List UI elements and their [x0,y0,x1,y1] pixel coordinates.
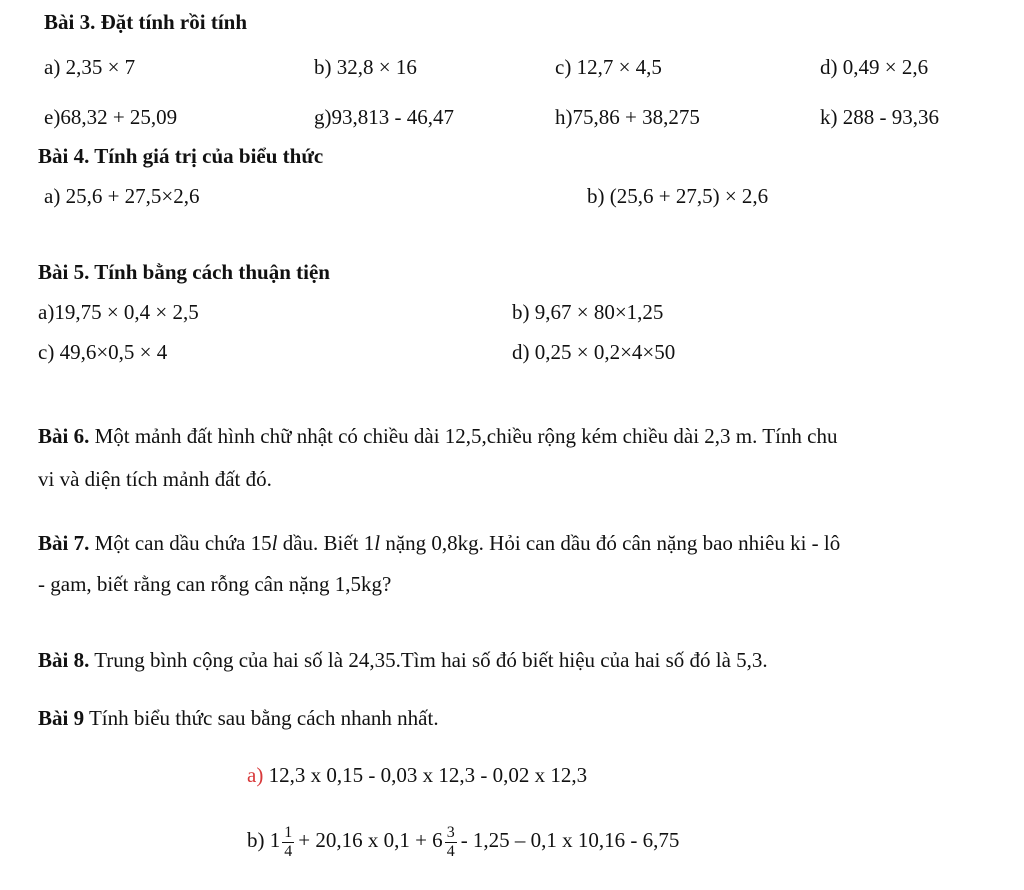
bai6-text1: Một mảnh đất hình chữ nhật có chiều dài 12,5,chiều rộng kém chiều dài 2,3 m. Tính chu [89,424,838,448]
bai9-item-a-label: a) [247,763,264,787]
bai9-item-b-end: - 1,25 – 0,1 x 10,16 - 6,75 [460,827,680,852]
bai3-item-d: d) 0,49 × 2,6 [820,55,929,79]
bai3-item-g: g)93,813 - 46,47 [314,105,454,129]
bai3-item-c: c) 12,7 × 4,5 [555,55,662,79]
bai7-text1b: dầu. Biết 1 [277,531,375,555]
bai9-fraction-2-denominator: 4 [446,842,455,860]
bai8-line [38,648,768,673]
bai3-item-e: e)68,32 + 25,09 [44,105,178,129]
bai4-item-b: b) (25,6 + 27,5) × 2,6 [587,184,769,208]
bai8-label: Bài 8. [38,648,90,672]
bai5-item-a: a)19,75 × 0,4 × 2,5 [38,300,199,324]
bai3-item-k: k) 288 - 93,36 [820,105,939,129]
bai9-item-b [247,824,679,860]
bai5-item-c: c) 49,6×0,5 × 4 [38,340,168,364]
bai9-fraction-1-numerator: 1 [284,824,293,841]
bai9-item-b-label: b) 1 [247,827,281,852]
bai4-title: Bài 4. Tính giá trị của biểu thức [38,144,324,168]
bai5-title: Bài 5. Tính bằng cách thuận tiện [38,260,330,284]
bai3-item-h: h)75,86 + 38,275 [555,105,700,129]
bai7-unit-liter-2: l [374,531,381,555]
bai9-item-b-mid: + 20,16 x 0,1 + 6 [298,827,443,852]
bai9-fraction-1-denominator: 4 [284,842,293,860]
bai6-line1 [38,424,838,449]
bai9-text: Tính biểu thức sau bằng cách nhanh nhất. [84,706,439,730]
bai4-item-a: a) 25,6 + 27,5×2,6 [44,184,200,208]
bai9-fraction-1 [282,824,294,860]
bai3-item-b: b) 32,8 × 16 [314,55,417,79]
bai7-line1 [38,531,840,556]
bai3-item-a: a) 2,35 × 7 [44,55,136,79]
bai9-label: Bài 9 [38,706,85,730]
bai9-item-a-expr: 12,3 x 0,15 - 0,03 x 12,3 - 0,02 x 12,3 [263,763,588,787]
bai7-line2: - gam, biết rằng can rỗng cân nặng 1,5kg? [38,572,392,596]
bai9-fraction-2 [445,824,457,860]
bai3-title: Bài 3. Đặt tính rồi tính [44,10,248,34]
bai9-item-a [247,763,587,788]
bai6-line2: vi và diện tích mảnh đất đó. [38,467,272,491]
bai9-fraction-2-numerator: 3 [446,824,455,841]
bai5-item-b: b) 9,67 × 80×1,25 [512,300,664,324]
bai8-text: Trung bình cộng của hai số là 24,35.Tìm hai số đó biết hiệu của hai số đó là 5,3. [89,648,768,672]
bai5-item-d: d) 0,25 × 0,2×4×50 [512,340,676,364]
bai7-text1a: Một can dầu chứa 15 [89,531,272,555]
bai7-unit-liter-1: l [271,531,278,555]
bai9-line [38,706,439,731]
bai7-label: Bài 7. [38,531,90,555]
bai6-label: Bài 6. [38,424,90,448]
bai7-text1c: nặng 0,8kg. Hỏi can dầu đó cân nặng bao nhiêu ki - lô [380,531,841,555]
